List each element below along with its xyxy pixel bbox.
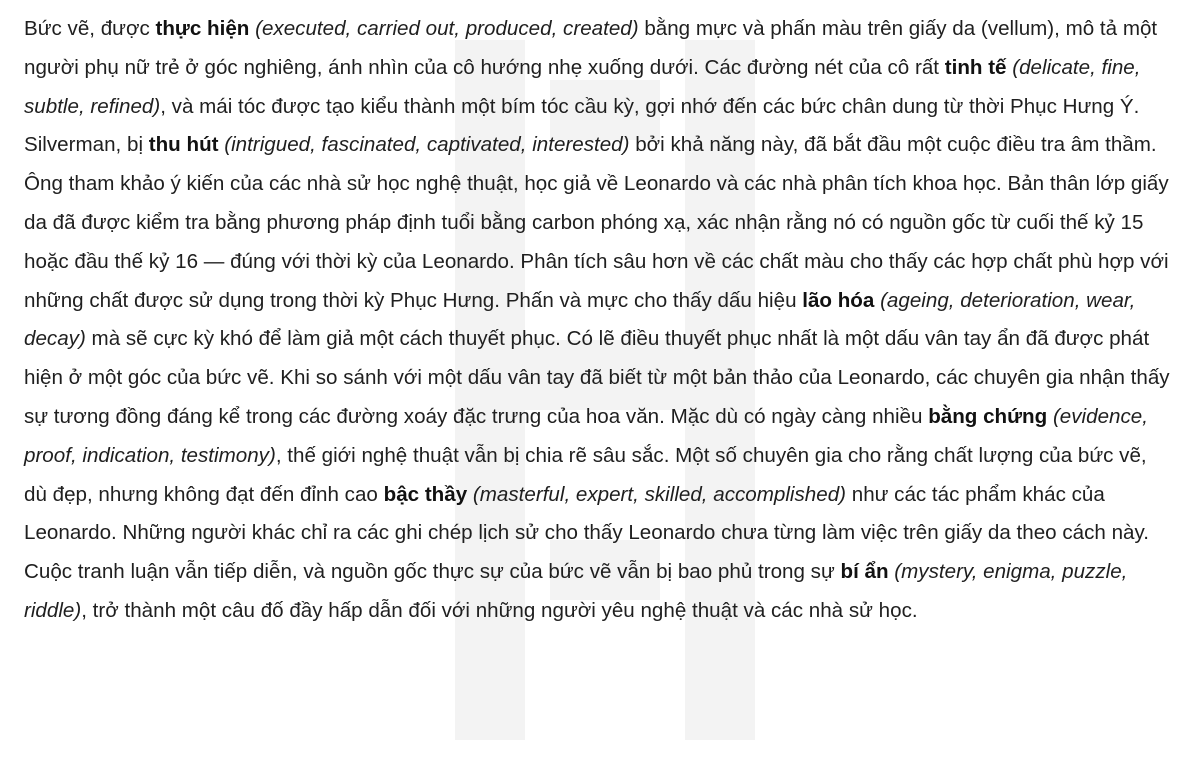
vocab-term: bằng chứng — [928, 404, 1048, 428]
vocab-gloss: (evidence, proof, indication, testimony) — [24, 404, 1148, 467]
vocab-term: thực hiện — [155, 17, 250, 40]
body-text: mà sẽ cực kỳ khó để làm giả một cách thuyết phục. Có lẽ điều thuyết phục nhất là một dấu vân tay ẩn đã được phát hiện ở một góc của bức vẽ. Khi so sánh với một dấu vân tay đã biết từ một bản thảo của Leonardo, các chuyên gia nhận thấy sự tương đồng đáng kể trong các đường xoáy đặc trưng của hoa văn. Mặc dù có ngày càng nhiều — [24, 327, 1170, 428]
vocab-gloss: (masterful, expert, skilled, accomplished) — [472, 482, 847, 506]
article-paragraph — [24, 10, 1174, 631]
vocab-gloss: (ageing, deterioration, wear, decay) — [24, 288, 1136, 351]
body-text: , và mái tóc được tạo kiểu thành một bím tóc cầu kỳ, gợi nhớ đến các bức chân dung từ thời Phục Hưng Ý. Silverman, bị — [24, 94, 1140, 157]
vocab-term: bí ẩn — [840, 560, 889, 584]
vocab-term: thu hút — [148, 133, 219, 157]
body-text: bởi khả năng này, đã bắt đầu một cuộc điều tra âm thầm. Ông tham khảo ý kiến của các nhà sử học nghệ thuật, học giả về Leonardo và các nhà phân tích khoa học. Bản thân lớp giấy da đã được kiểm tra bằng phương pháp định tuổi bằng carbon phóng xạ, xác nhận rằng nó có nguồn gốc từ cuối thế kỷ 15 hoặc đầu thế kỷ 16 — đúng với thời kỳ của Leonardo. Phân tích sâu hơn về các chất màu cho thấy các hợp chất phù hợp với những chất được sử dụng trong thời kỳ Phục Hưng. Phấn và mực cho thấy dấu hiệu — [24, 133, 1169, 312]
vocab-gloss: (executed, carried out, produced, created) — [255, 17, 639, 40]
body-text: Bức vẽ, được — [24, 17, 156, 40]
vocab-term: tinh tế — [944, 55, 1007, 79]
vocab-gloss: (mystery, enigma, puzzle, riddle) — [24, 560, 1128, 622]
body-text: , trở thành một câu đố đầy hấp dẫn đối với những người yêu nghệ thuật và các nhà sử học. — [81, 598, 918, 622]
body-text: bằng mực và phấn màu trên giấy da (vellum), mô tả một người phụ nữ trẻ ở góc nghiêng, ánh nhìn của cô hướng nhẹ xuống dưới. Các đường nét của cô rất — [24, 17, 1158, 79]
vocab-term: lão hóa — [802, 288, 875, 312]
body-text: như các tác phẩm khác của Leonardo. Những người khác chỉ ra các ghi chép lịch sử cho thấy Leonardo chưa từng làm việc trên giấy da theo cách này. Cuộc tranh luận vẫn tiếp diễn, và nguồn gốc thực sự của bức vẽ vẫn bị bao phủ trong sự — [24, 482, 1149, 584]
vocab-gloss: (delicate, fine, subtle, refined) — [24, 55, 1141, 118]
vocab-term: bậc thầy — [383, 482, 468, 506]
body-text: , thế giới nghệ thuật vẫn bị chia rẽ sâu sắc. Một số chuyên gia cho rằng chất lượng của bức vẽ, dù đẹp, nhưng không đạt đến đỉnh cao — [24, 443, 1147, 506]
vocab-gloss: (intrigued, fascinated, captivated, interested) — [224, 133, 630, 157]
